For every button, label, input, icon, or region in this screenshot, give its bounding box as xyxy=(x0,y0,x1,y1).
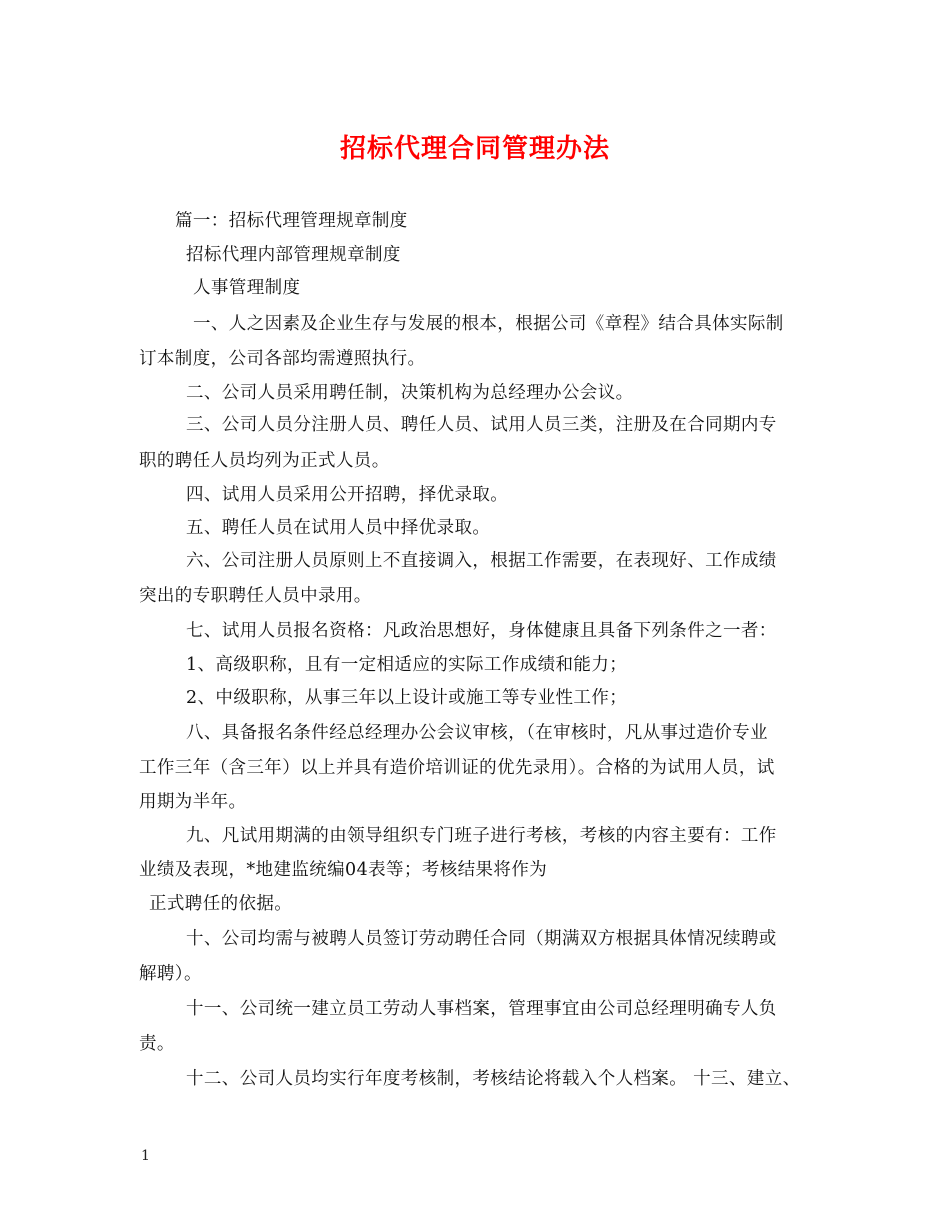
paragraph-line: 十二、公司人员均实行年度考核制，考核结论将载入个人档案。 十三、建立、 xyxy=(186,1069,801,1089)
paragraph-line: 解聘）。 xyxy=(139,964,202,984)
page-number: 1 xyxy=(141,1148,150,1164)
paragraph-line: 四、试用人员采用公开招聘，择优录取。 xyxy=(186,485,509,505)
paragraph-line: 三、公司人员分注册人员、聘任人员、试用人员三类，注册及在合同期内专 xyxy=(186,415,777,435)
paragraph-line: 2、中级职称，从事三年以上设计或施工等专业性工作； xyxy=(186,688,628,708)
paragraph-line: 十、公司均需与被聘人员签订劳动聘任合同（期满双方根据具体情况续聘或 xyxy=(186,929,777,949)
paragraph-line: 用期为半年。 xyxy=(139,792,247,812)
paragraph-line: 招标代理内部管理规章制度 xyxy=(186,245,401,265)
paragraph-line: 1、高级职称，且有一定相适应的实际工作成绩和能力； xyxy=(186,655,628,675)
paragraph-line: 业绩及表现，*地建监统编04表等；考核结果将作为 xyxy=(139,860,548,880)
paragraph-line: 五、聘任人员在试用人员中择优录取。 xyxy=(186,518,491,538)
paragraph-line: 篇一：招标代理管理规章制度 xyxy=(175,211,408,231)
paragraph-line: 职的聘任人员均列为正式人员。 xyxy=(139,451,390,471)
paragraph-line: 二、公司人员采用聘任制，决策机构为总经理办公会议。 xyxy=(186,383,634,403)
paragraph-line: 突出的专职聘任人员中录用。 xyxy=(139,586,372,606)
paragraph-line: 责。 xyxy=(139,1034,175,1054)
paragraph-line: 八、具备报名条件经总经理办公会议审核，（在审核时，凡从事过造价专业 xyxy=(186,723,768,743)
paragraph-line: 十一、公司统一建立员工劳动人事档案，管理事宜由公司总经理明确专人负 xyxy=(186,999,777,1019)
paragraph-line: 六、公司注册人员原则上不直接调入，根据工作需要，在表现好、工作成绩 xyxy=(186,551,777,571)
paragraph-line: 一、人之因素及企业生存与发展的根本，根据公司《章程》结合具体实际制 xyxy=(193,314,784,334)
paragraph-line: 七、试用人员报名资格：凡政治思想好，身体健康且具备下列条件之一者： xyxy=(186,621,777,641)
paragraph-line: 人事管理制度 xyxy=(193,278,301,298)
paragraph-line: 订本制度，公司各部均需遵照执行。 xyxy=(139,349,426,369)
paragraph-line: 九、凡试用期满的由领导组织专门班子进行考核，考核的内容主要有：工作 xyxy=(186,826,777,846)
paragraph-line: 工作三年（含三年）以上并具有造价培训证的优先录用）。合格的为试用人员，试 xyxy=(139,758,775,778)
paragraph-line: 正式聘任的依据。 xyxy=(149,894,293,914)
document-title: 招标代理合同管理办法 xyxy=(339,134,610,164)
